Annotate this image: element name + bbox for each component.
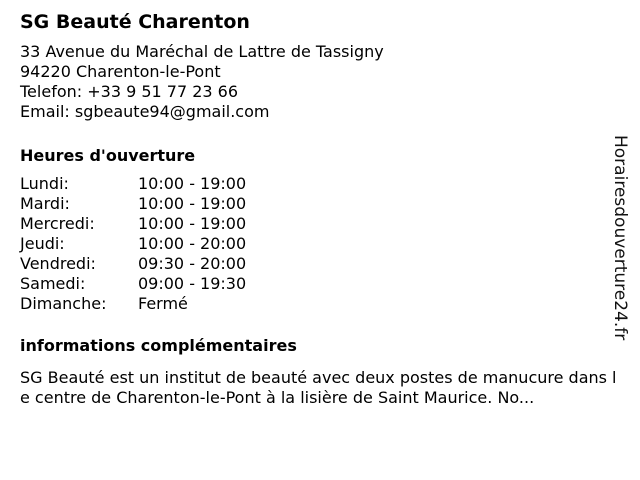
day-label: Vendredi: xyxy=(20,254,96,273)
email-line: Email: sgbeaute94@gmail.com xyxy=(20,102,270,121)
info-heading: informations complémentaires xyxy=(20,336,297,355)
day-label: Dimanche: xyxy=(20,294,107,313)
day-hours: 09:30 - 20:00 xyxy=(138,254,247,273)
day-hours: Fermé xyxy=(138,294,188,313)
hours-row-friday xyxy=(20,254,620,274)
day-hours: 10:00 - 19:00 xyxy=(138,194,247,213)
hours-row-wednesday xyxy=(20,214,620,234)
day-hours: 10:00 - 20:00 xyxy=(138,234,247,253)
info-description: SG Beauté est un institut de beauté avec deux postes de manucure dans le centre de Charenton-le-Pont à la lisière de Saint Maurice. No... xyxy=(20,368,617,407)
day-label: Mercredi: xyxy=(20,214,95,233)
watermark-text: Horairesdouverture24.fr xyxy=(610,135,630,341)
day-label: Jeudi: xyxy=(20,234,65,253)
day-label: Mardi: xyxy=(20,194,70,213)
hours-row-sunday xyxy=(20,294,620,314)
phone-line: Telefon: +33 9 51 77 23 66 xyxy=(20,82,239,101)
address-city: 94220 Charenton-le-Pont xyxy=(20,62,221,81)
hours-row-thursday xyxy=(20,234,620,254)
hours-row-monday xyxy=(20,174,620,194)
hours-row-saturday xyxy=(20,274,620,294)
hours-row-tuesday xyxy=(20,194,620,214)
day-hours: 09:00 - 19:30 xyxy=(138,274,247,293)
hours-heading: Heures d'ouverture xyxy=(20,146,196,165)
business-name: SG Beauté Charenton xyxy=(20,11,250,33)
day-hours: 10:00 - 19:00 xyxy=(138,214,247,233)
address-street: 33 Avenue du Maréchal de Lattre de Tassigny xyxy=(20,42,384,61)
business-card xyxy=(20,8,620,408)
day-label: Samedi: xyxy=(20,274,86,293)
day-hours: 10:00 - 19:00 xyxy=(138,174,247,193)
day-label: Lundi: xyxy=(20,174,69,193)
